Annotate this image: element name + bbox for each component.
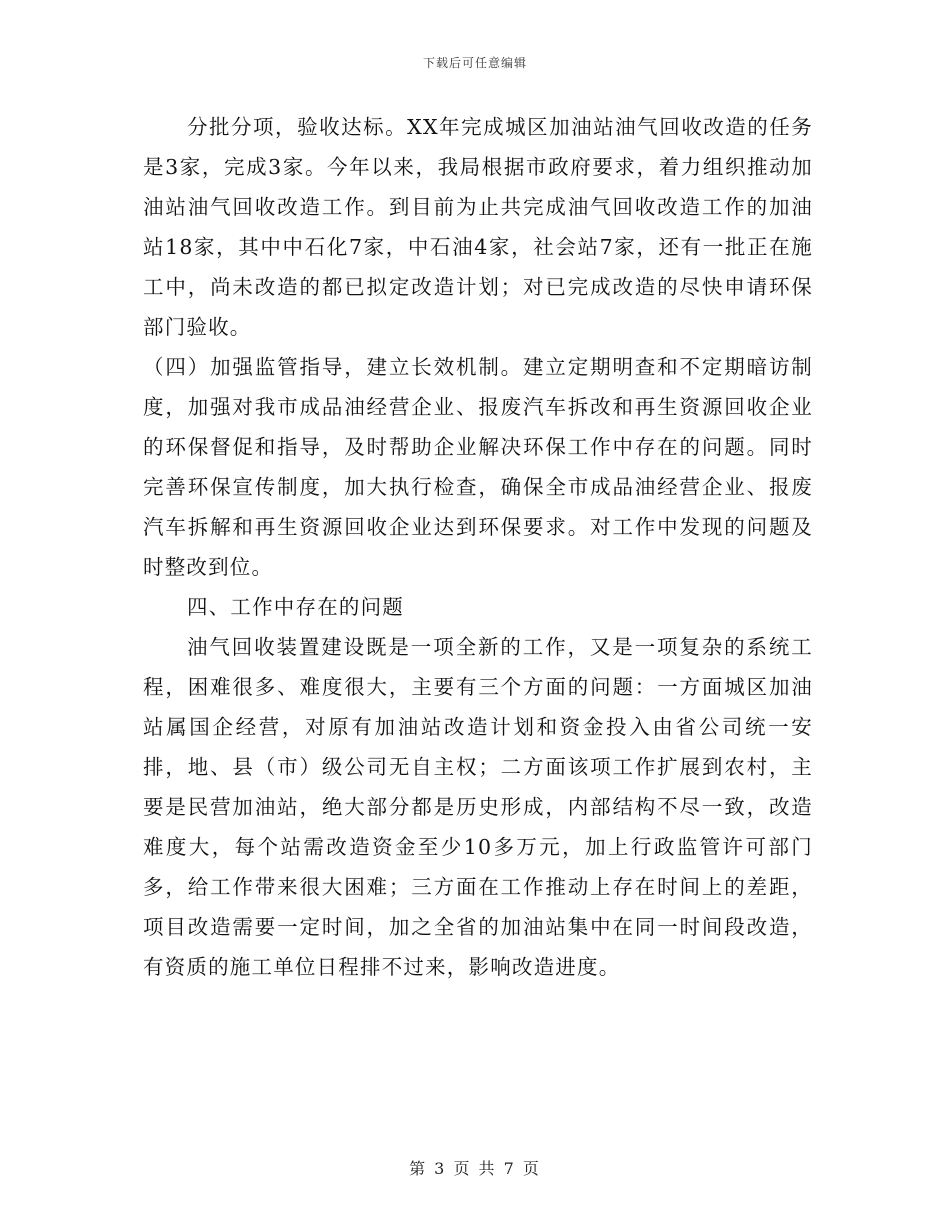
page-number: 第 3 页 共 7 页 — [409, 1159, 541, 1178]
paragraph-problems: 油气回收装置建设既是一项全新的工作，又是一项复杂的系统工程，困难很多、难度很大，主要有三个方面的问题：一方面城区加油站属国企经营，对原有加油站改造计划和资金投入由省公司统一安排，地、县（市）级公司无自主权；二方面该项工作扩展到农村，主要是民营加油站，绝大部分都是历史形成，内部结构不尽一致，改造难度大，每个站需改造资金至少10多万元，加上行政监管许可部门多，给工作带来很大困难；三方面在工作推动上存在时间上的差距，项目改造需要一定时间，加之全省的加油站集中在同一时间段改造，有资质的施工单位日程排不过来，影响改造进度。 — [143, 635, 813, 979]
page-header: 下载后可任意编辑 — [422, 56, 527, 70]
section-heading-problems: 四、工作中存在的问题 — [187, 595, 404, 619]
document-body — [143, 107, 813, 987]
paragraph-supervision: （四）加强监管指导，建立长效机制。建立定期明查和不定期暗访制度，加强对我市成品油经营企业、报废汽车拆改和再生资源回收企业的环保督促和指导，及时帮助企业解决环保工作中存在的问题。同时完善环保宣传制度，加大执行检查，确保全市成品油经营企业、报废汽车拆解和再生资源回收企业达到环保要求。对工作中发现的问题及时整改到位。 — [143, 355, 813, 579]
paragraph-acceptance: 分批分项，验收达标。XX年完成城区加油站油气回收改造的任务是3家，完成3家。今年以来，我局根据市政府要求，着力组织推动加油站油气回收改造工作。到目前为止共完成油气回收改造工作的加油站18家，其中中石化7家，中石油4家，社会站7家，还有一批正在施工中，尚未改造的都已拟定改造计划；对已完成改造的尽快申请环保部门验收。 — [143, 115, 813, 339]
